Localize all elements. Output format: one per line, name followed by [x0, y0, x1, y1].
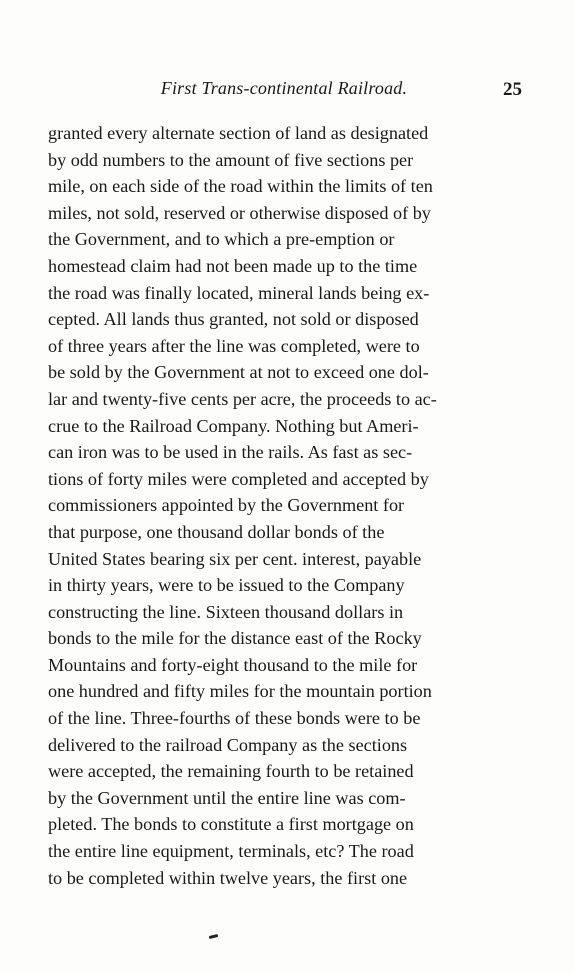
text-line: commissioners appointed by the Government for: [48, 495, 405, 516]
text-line: tions of forty miles were completed and accepted by: [48, 468, 429, 489]
page-number: 25: [503, 79, 522, 100]
text-line: United States bearing six per cent. interest, payable: [48, 548, 422, 569]
text-line: cepted. All lands thus granted, not sold or disposed: [48, 309, 419, 330]
text-line: granted every alternate section of land as designated: [48, 123, 429, 143]
text-line: pleted. The bonds to constitute a first mortgage on: [48, 814, 414, 835]
text-line: can iron was to be used in the rails. As fast as sec-: [48, 442, 413, 463]
text-line: of the line. Three-fourths of these bonds were to be: [48, 708, 421, 729]
text-line: in thirty years, were to be issued to the Company: [48, 575, 405, 596]
body-text: [48, 120, 520, 891]
text-line: to be completed within twelve years, the first one: [48, 867, 408, 888]
text-line: crue to the Railroad Company. Nothing but Ameri-: [48, 415, 419, 436]
text-line: of three years after the line was completed, were to: [48, 335, 420, 356]
text-line: the road was finally located, mineral lands being ex-: [48, 282, 430, 303]
running-title: First Trans-continental Railroad.: [160, 78, 408, 98]
text-line: lar and twenty-five cents per acre, the proceeds to ac-: [48, 388, 437, 409]
text-line: the entire line equipment, terminals, etc? The road: [48, 841, 414, 862]
text-line: the Government, and to which a pre-emption or: [48, 229, 395, 250]
text-line: by odd numbers to the amount of five sections per: [48, 149, 414, 170]
text-line: bonds to the mile for the distance east of the Rocky: [48, 628, 422, 649]
text-line: be sold by the Government at not to exceed one dol-: [48, 362, 429, 383]
running-head: [48, 78, 520, 104]
ink-mark: [209, 934, 218, 939]
text-line: were accepted, the remaining fourth to be retained: [48, 761, 414, 782]
text-line: miles, not sold, reserved or otherwise disposed of by: [48, 202, 431, 223]
text-line: one hundred and fifty miles for the mountain portion: [48, 681, 432, 702]
text-line: that purpose, one thousand dollar bonds of the: [48, 521, 385, 542]
text-line: Mountains and forty-eight thousand to the mile for: [48, 654, 418, 675]
text-line: delivered to the railroad Company as the sections: [48, 734, 408, 755]
text-line: homestead claim had not been made up to the time: [48, 255, 418, 276]
text-line: constructing the line. Sixteen thousand dollars in: [48, 601, 404, 622]
text-line: by the Government until the entire line was com-: [48, 787, 406, 808]
text-line: mile, on each side of the road within the limits of ten: [48, 176, 433, 197]
